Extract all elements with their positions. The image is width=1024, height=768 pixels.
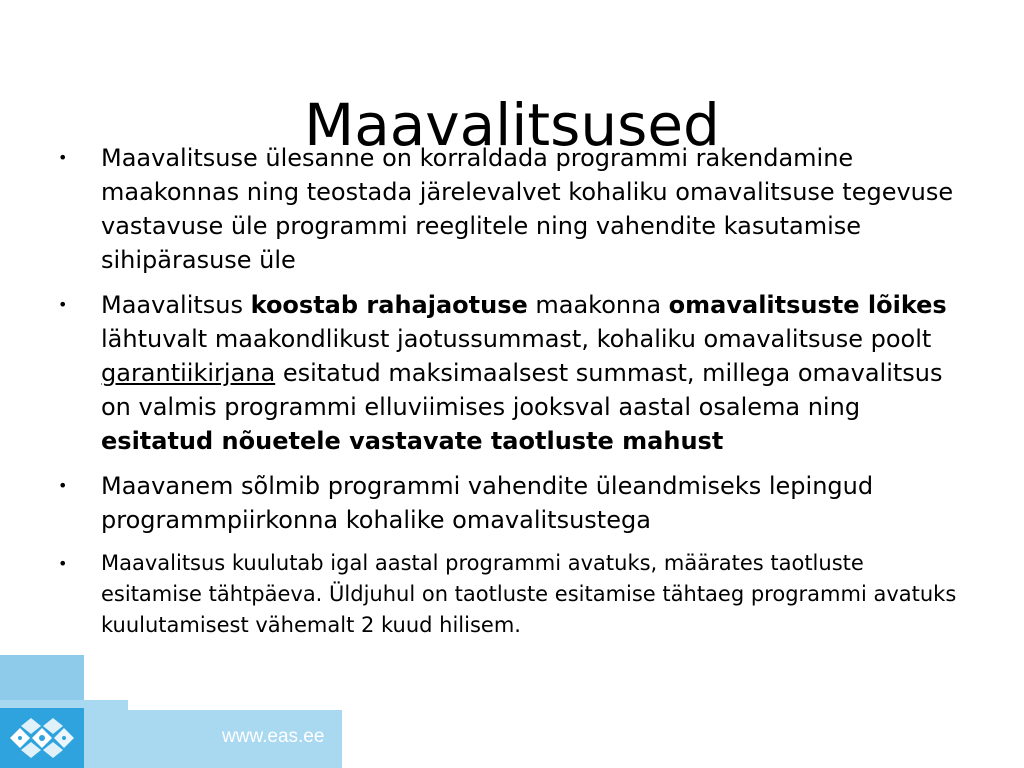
bullet-list xyxy=(58,141,968,652)
bold-text: omavalitsuste lõikes xyxy=(668,291,947,319)
bullet-text: Maavalitsus xyxy=(101,291,251,319)
footer-url: www.eas.ee xyxy=(222,726,325,747)
bullet-text: esitatud maksimaalsest summast, millega omavalitsus on valmis programmi elluviimises jooksval aastal osalema ning xyxy=(101,359,943,421)
bullet-text: lähtuvalt maakondlikust jaotussummast, kohaliku omavalitsuse poolt xyxy=(101,325,932,353)
logo-block xyxy=(0,708,84,768)
eas-logo-icon xyxy=(8,716,76,760)
bullet-text: maakonna xyxy=(527,291,669,319)
bullet-marker: • xyxy=(58,295,68,314)
bullet-marker: • xyxy=(58,554,68,573)
bullet-item-2 xyxy=(58,288,968,458)
bullet-item-1 xyxy=(58,141,968,277)
bullet-item-4 xyxy=(58,548,968,641)
bullet-text: Maavalitsuse ülesanne on korraldada programmi rakendamine maakonnas ning teostada järelevalvet kohaliku omavalitsuse tegevuse vastavuse üle programmi reeglitele ning vahendite kasutamise sihipärasuse üle xyxy=(101,144,954,274)
bullet-text: Maavalitsus kuulutab igal aastal programmi avatuks, määrates taotluste esitamise tähtpäeva. Üldjuhul on taotluste esitamise tähtaeg programmi avatuks kuulutamisest vähemalt 2 kuud hilisem. xyxy=(101,551,957,637)
bullet-marker: • xyxy=(58,148,68,167)
slide-title: Maavalitsused xyxy=(304,90,720,159)
bold-text: koostab rahajaotuse xyxy=(250,291,528,319)
bullet-item-3 xyxy=(58,469,968,537)
bullet-marker: • xyxy=(58,476,68,495)
bullet-text: Maavanem sõlmib programmi vahendite üleandmiseks lepingud programmpiirkonna kohalike omavalitsustega xyxy=(101,472,874,534)
bold-text: esitatud nõuetele vastavate taotluste mahust xyxy=(101,427,724,455)
underlined-text: garantiikirjana xyxy=(101,359,276,387)
